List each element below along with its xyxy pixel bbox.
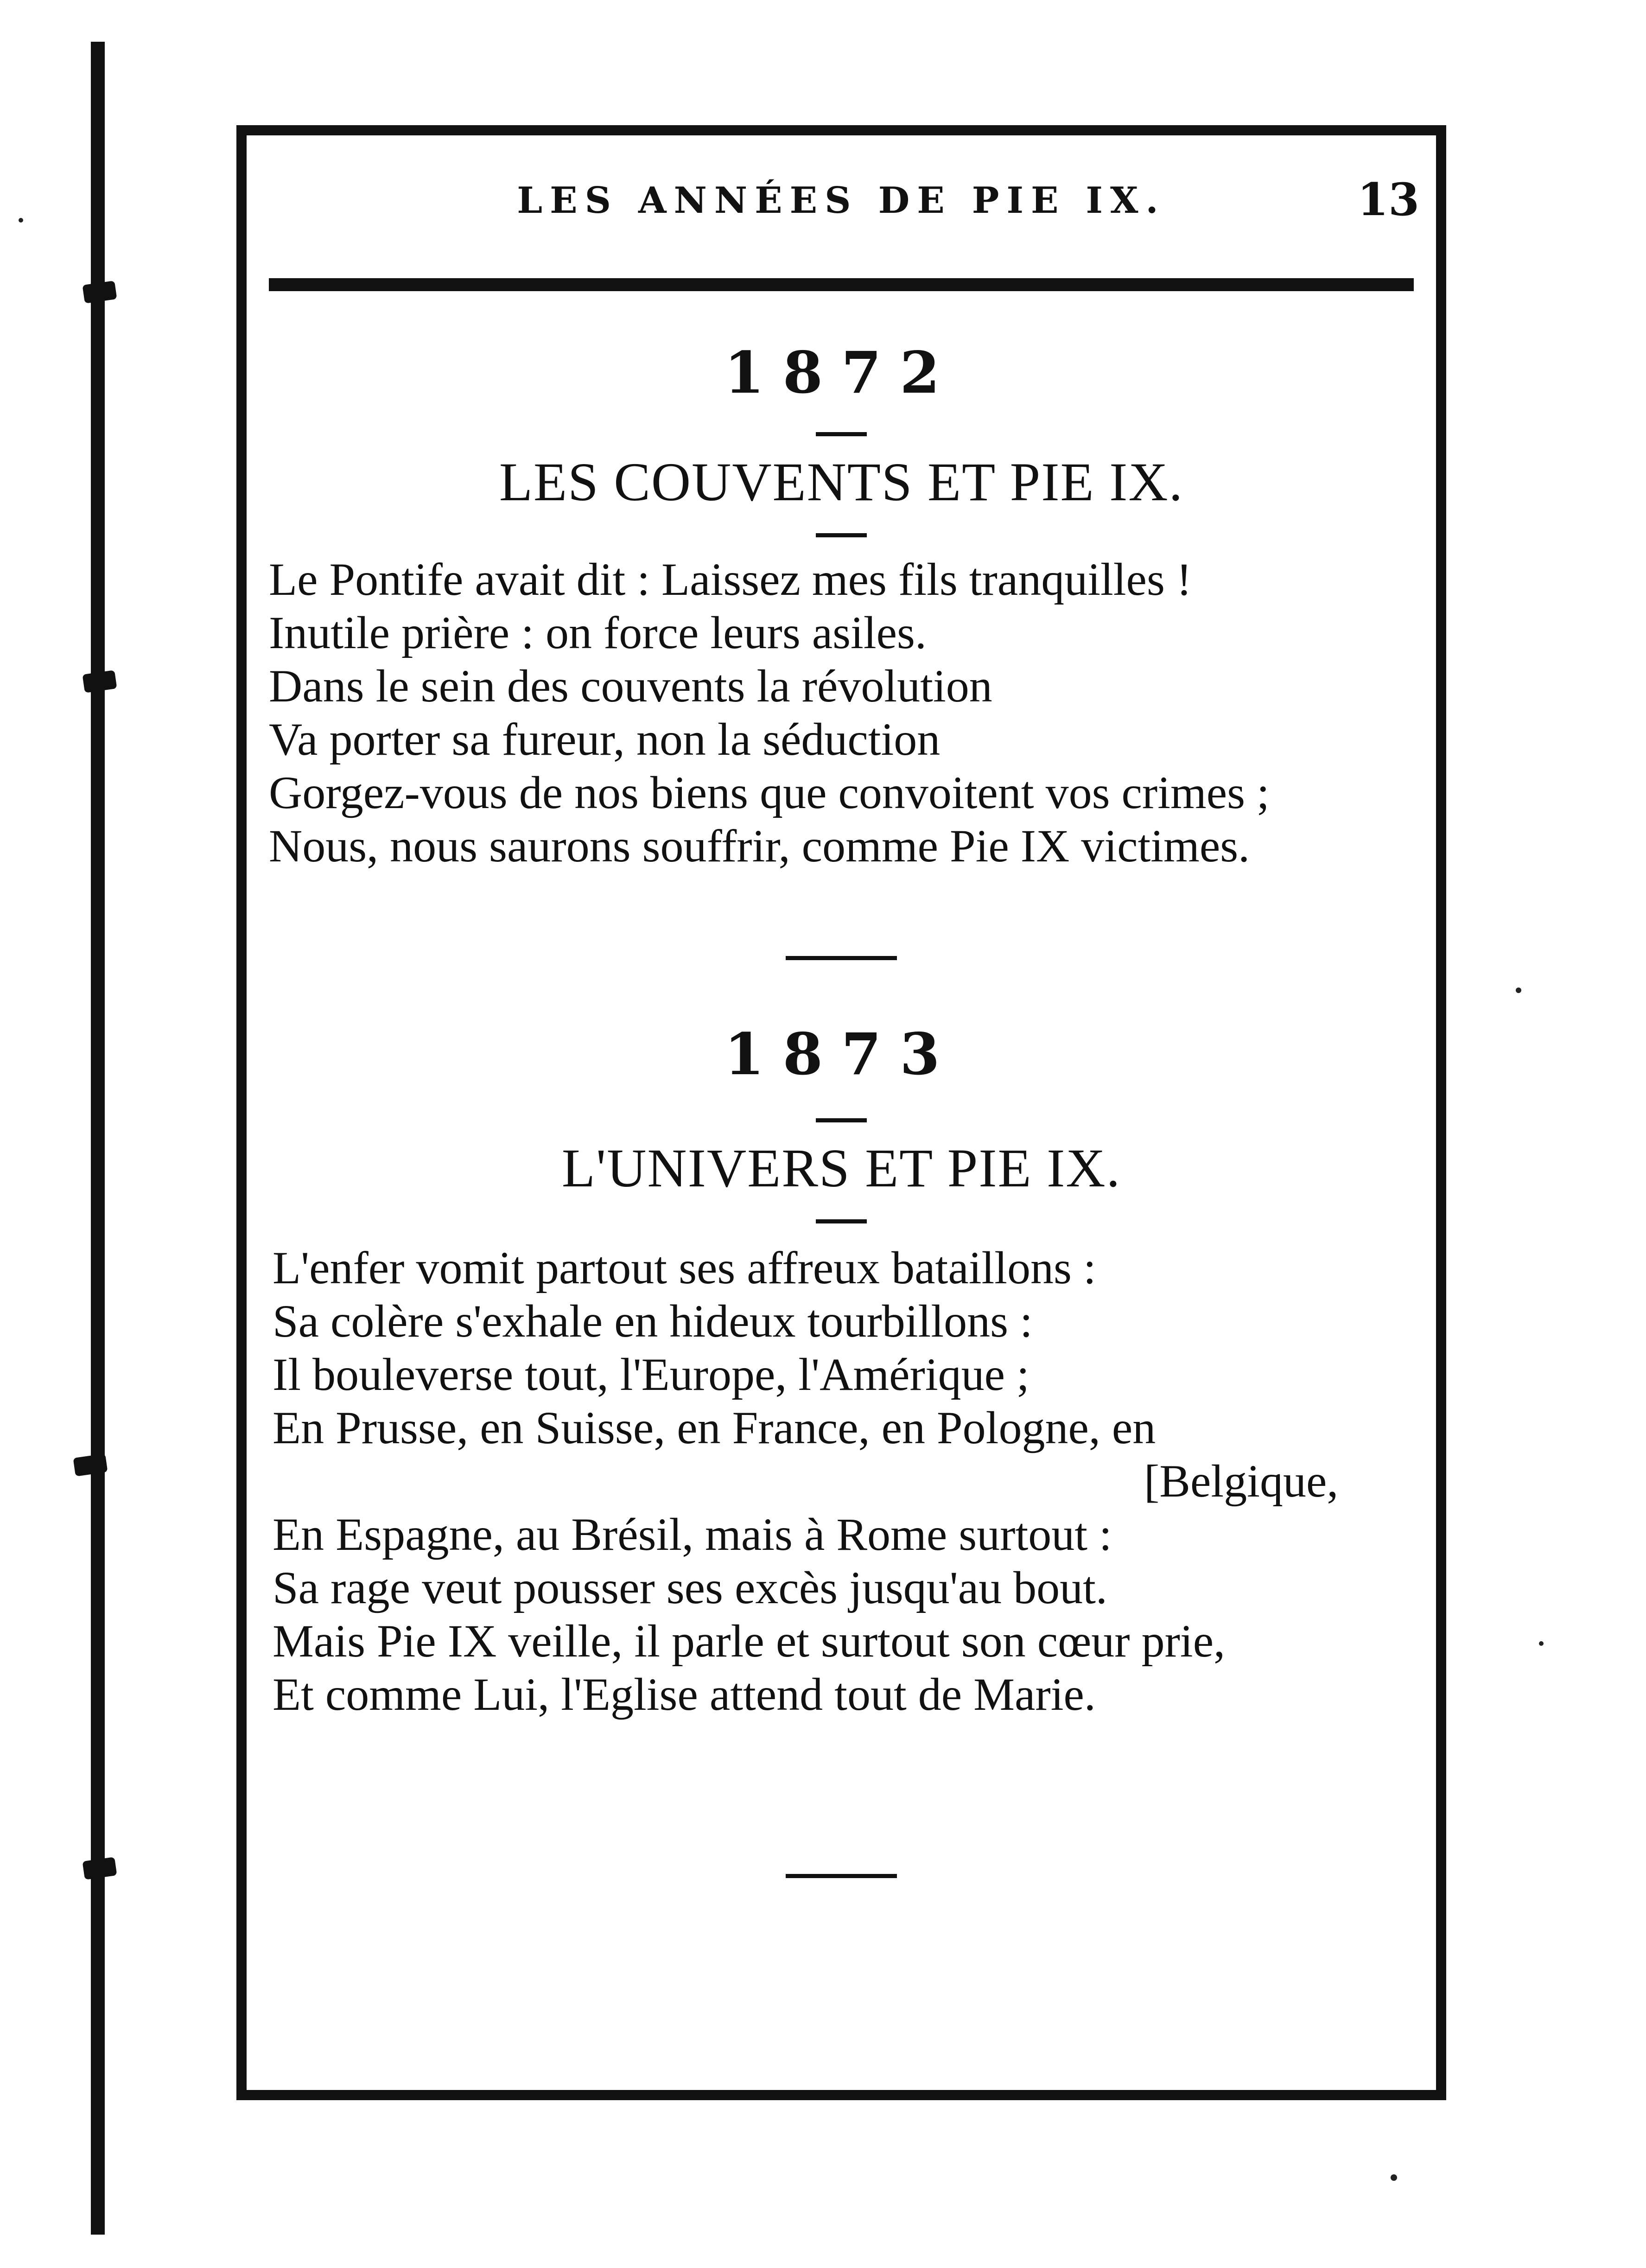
binding-knot (83, 1857, 117, 1879)
section-divider (786, 1874, 897, 1878)
verse-line: Va porter sa fureur, non la séduction (269, 714, 941, 765)
binding-knot (83, 670, 117, 693)
binding-line (91, 42, 105, 2235)
section-title: L'UNIVERS ET PIE IX. (561, 1138, 1121, 1198)
section-year: 1873 (724, 1021, 959, 1088)
verse-runover: [Belgique, (1144, 1455, 1339, 1507)
binding-knot (83, 280, 117, 303)
short-dash (816, 533, 867, 537)
scan-speck (1539, 1641, 1544, 1646)
verse-line: Inutile prière : on force leurs asiles. (269, 607, 927, 658)
verse-line: Gorgez-vous de nos biens que convoitent vos crimes ; (269, 767, 1270, 818)
verse-line: En Espagne, au Brésil, mais à Rome surtout : (273, 1509, 1112, 1560)
section-title: LES COUVENTS ET PIE IX. (499, 452, 1184, 512)
verse-line: Mais Pie IX veille, il parle et surtout son cœur prie, (273, 1615, 1226, 1667)
verse-line: Le Pontife avait dit : Laissez mes fils tranquilles ! (269, 554, 1192, 605)
verse-line: L'enfer vomit partout ses affreux bataillons : (273, 1242, 1096, 1293)
verse-line: Sa colère s'exhale en hideux tourbillons : (273, 1295, 1033, 1347)
verse-line: Sa rage veut pousser ses excès jusqu'au bout. (273, 1562, 1107, 1613)
verse-line: Il bouleverse tout, l'Europe, l'Amérique ; (273, 1349, 1030, 1400)
verse-line: Dans le sein des couvents la révolution (269, 660, 992, 712)
short-dash (816, 1118, 867, 1122)
page-number: 13 (1357, 173, 1419, 226)
verse-line: En Prusse, en Suisse, en France, en Pologne, en (273, 1402, 1156, 1453)
poem-stanza (273, 1241, 1422, 1721)
verse-line: Et comme Lui, l'Eglise attend tout de Marie. (273, 1669, 1096, 1720)
scan-speck (1516, 987, 1521, 993)
header-rule (269, 278, 1414, 291)
scan-speck (19, 218, 23, 223)
short-dash (816, 432, 867, 436)
section-divider (786, 956, 897, 960)
poem-stanza (269, 553, 1422, 873)
page-frame (236, 125, 1446, 2100)
short-dash (816, 1219, 867, 1223)
scan-speck (1391, 2174, 1397, 2181)
section-year: 1872 (724, 339, 959, 407)
verse-line: Nous, nous saurons souffrir, comme Pie IX victimes. (269, 820, 1250, 872)
running-head: LES ANNÉES DE PIE IX. (517, 179, 1166, 222)
